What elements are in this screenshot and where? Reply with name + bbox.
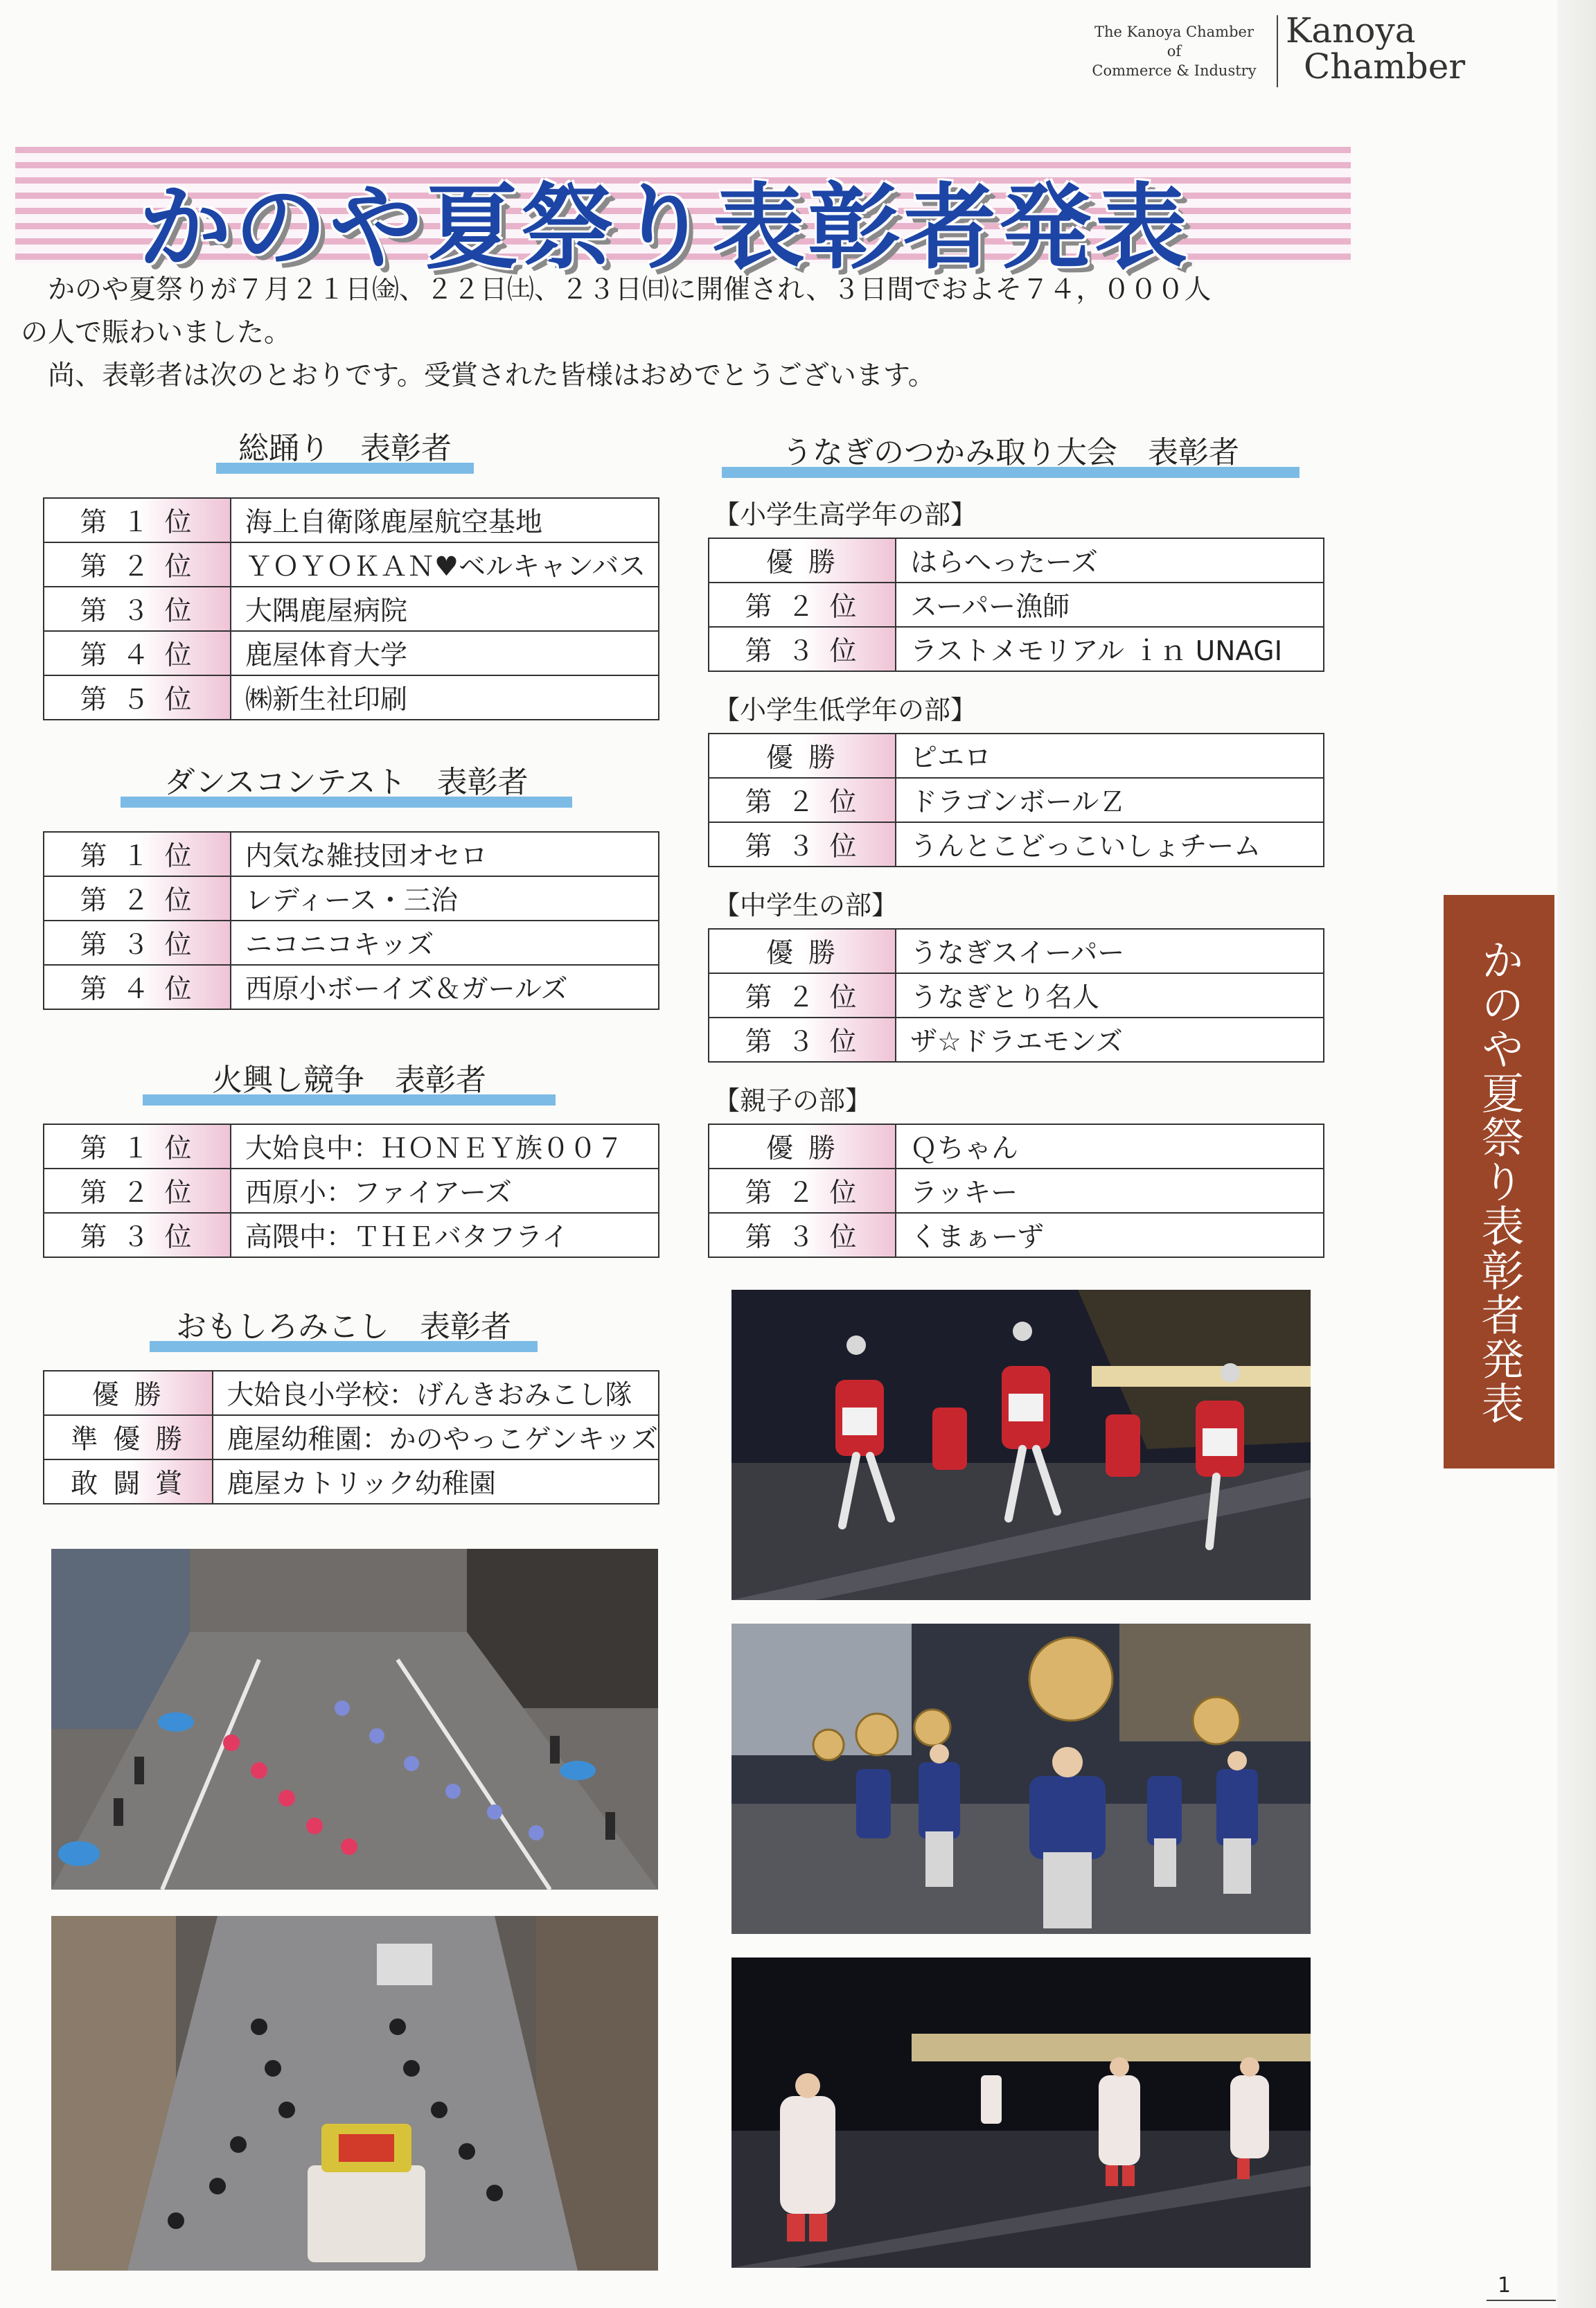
- mikoshi-table: [43, 1370, 659, 1504]
- rank-cell: 優勝: [709, 734, 896, 778]
- name-cell: 鹿屋幼稚園：かのやっこゲンキッズ: [213, 1415, 659, 1459]
- page-number: 1: [1498, 2273, 1511, 2298]
- hiokoshi-heading: 火興し競争 表彰者: [143, 1061, 556, 1106]
- table-row: [44, 1124, 659, 1169]
- rank-cell: 第２位: [44, 542, 231, 587]
- dance-table: [43, 831, 659, 1010]
- name-cell: 大姶良中：ＨＯＮＥＹ族００７: [231, 1124, 659, 1169]
- table-row: [709, 1213, 1324, 1257]
- logo-line-1: The Kanoya Chamber: [1094, 24, 1254, 40]
- table-row: [709, 734, 1324, 778]
- rank-cell: 第１位: [44, 832, 231, 876]
- name-cell: 内気な雑技団オセロ: [231, 832, 659, 876]
- mikoshi-heading: おもしろみこし 表彰者: [150, 1308, 538, 1352]
- logo-big-line-2: Chamber: [1304, 46, 1466, 87]
- name-cell: レディース・三治: [231, 876, 659, 921]
- festival-photo-dancers-night: [732, 1290, 1311, 1600]
- unagi-group-label: 【親子の部】: [713, 1085, 872, 1116]
- rank-cell: 優勝: [709, 929, 896, 973]
- name-cell: はらへったーズ: [896, 538, 1324, 583]
- table-row: [709, 778, 1324, 822]
- unagi-group-label: 【中学生の部】: [713, 890, 898, 921]
- rank-cell: 第２位: [709, 1169, 896, 1213]
- name-cell: ピエロ: [896, 734, 1324, 778]
- dance-heading: ダンスコンテスト 表彰者: [121, 763, 572, 808]
- festival-photo-night-parade: [732, 1958, 1311, 2268]
- rank-cell: 優勝: [44, 1371, 213, 1415]
- intro-line-2: の人で賑わいました。: [21, 317, 292, 348]
- name-cell: ㈱新生社印刷: [231, 675, 659, 720]
- logo-line-2: of: [1167, 43, 1182, 60]
- table-row: [44, 542, 659, 587]
- rank-cell: 第３位: [709, 822, 896, 867]
- rank-cell: 第２位: [709, 778, 896, 822]
- logo-divider: [1277, 15, 1278, 87]
- page-number-rule: [1487, 2300, 1556, 2301]
- festival-photo-crowd-street: [51, 1549, 658, 1890]
- name-cell: 海上自衛隊鹿屋航空基地: [231, 498, 659, 542]
- unagi-heading: うなぎのつかみ取り大会 表彰者: [722, 434, 1300, 478]
- soodori-heading: 総踊り 表彰者: [216, 429, 474, 474]
- table-row: [44, 876, 659, 921]
- unagi-group-label: 【小学生低学年の部】: [713, 695, 977, 725]
- hiokoshi-table: [43, 1124, 659, 1258]
- name-cell: 大姶良小学校：げんきおみこし隊: [213, 1371, 659, 1415]
- unagi-table-junior-high: [708, 928, 1324, 1063]
- name-cell: ザ☆ドラエモンズ: [896, 1018, 1324, 1062]
- unagi-table-family: [708, 1124, 1324, 1258]
- intro-line-1: かのや夏祭りが７月２１日㈮、２２日㈯、２３日㈰に開催され、３日間でおよそ７４，０００人: [21, 274, 1212, 305]
- rank-cell: 第３位: [44, 921, 231, 965]
- table-row: [44, 587, 659, 631]
- table-row: [44, 1371, 659, 1415]
- rank-cell: 第４位: [44, 631, 231, 675]
- rank-cell: 第３位: [709, 627, 896, 671]
- chamber-logo-text: [1081, 21, 1268, 82]
- table-row: [44, 1415, 659, 1459]
- rank-cell: 第３位: [44, 1213, 231, 1257]
- table-row: [709, 538, 1324, 583]
- rank-cell: 第２位: [44, 876, 231, 921]
- rank-cell: 敢闘賞: [44, 1459, 213, 1504]
- name-cell: 西原小：ファイアーズ: [231, 1169, 659, 1213]
- page-title: かのや夏祭り表彰者発表: [139, 174, 1191, 282]
- rank-cell: 第３位: [709, 1213, 896, 1257]
- rank-cell: 第１位: [44, 498, 231, 542]
- name-cell: ニコニコキッズ: [231, 921, 659, 965]
- name-cell: 西原小ボーイズ＆ガールズ: [231, 965, 659, 1009]
- table-row: [709, 627, 1324, 671]
- table-row: [709, 583, 1324, 627]
- festival-photo-hat-dancers: [732, 1624, 1311, 1934]
- name-cell: うなぎスイーパー: [896, 929, 1324, 973]
- soodori-table: [43, 497, 659, 720]
- table-row: [44, 832, 659, 876]
- table-row: [44, 498, 659, 542]
- page-edge: [1557, 0, 1596, 2308]
- chamber-logo: [1286, 12, 1465, 85]
- intro-line-3: 尚、表彰者は次のとおりです。受賞された皆様はおめでとうございます。: [21, 360, 935, 391]
- rank-cell: 準優勝: [44, 1415, 213, 1459]
- rank-cell: 第２位: [709, 973, 896, 1018]
- name-cell: 大隅鹿屋病院: [231, 587, 659, 631]
- rank-cell: 第３位: [709, 1018, 896, 1062]
- rank-cell: 第２位: [709, 583, 896, 627]
- intro-text: [21, 269, 1351, 398]
- name-cell: ラストメモリアル ｉｎ UNAGI: [896, 627, 1324, 671]
- name-cell: 鹿屋カトリック幼稚園: [213, 1459, 659, 1504]
- name-cell: うんとこどっこいしょチーム: [896, 822, 1324, 867]
- table-row: [44, 675, 659, 720]
- side-title-tab: かのや夏祭り表彰者発表: [1444, 895, 1554, 1468]
- table-row: [709, 822, 1324, 867]
- rank-cell: 第４位: [44, 965, 231, 1009]
- rank-cell: 優勝: [709, 1124, 896, 1169]
- table-row: [709, 929, 1324, 973]
- rank-cell: 優勝: [709, 538, 896, 583]
- name-cell: Ｑちゃん: [896, 1124, 1324, 1169]
- table-row: [709, 973, 1324, 1018]
- logo-big-line-1: Kanoya: [1286, 10, 1416, 51]
- rank-cell: 第２位: [44, 1169, 231, 1213]
- table-row: [44, 1213, 659, 1257]
- name-cell: ドラゴンボールＺ: [896, 778, 1324, 822]
- name-cell: 高隈中：ＴＨＥバタフライ: [231, 1213, 659, 1257]
- table-row: [44, 631, 659, 675]
- rank-cell: 第５位: [44, 675, 231, 720]
- logo-line-3: Commerce & Industry: [1092, 62, 1257, 79]
- table-row: [44, 1459, 659, 1504]
- name-cell: くまぁーず: [896, 1213, 1324, 1257]
- table-row: [44, 921, 659, 965]
- festival-photo-mikoshi-parade: [51, 1916, 658, 2271]
- unagi-table-lower: [708, 733, 1324, 867]
- unagi-table-upper: [708, 538, 1324, 672]
- table-row: [709, 1124, 1324, 1169]
- unagi-group-label: 【小学生高学年の部】: [713, 499, 977, 530]
- table-row: [709, 1018, 1324, 1062]
- rank-cell: 第３位: [44, 587, 231, 631]
- name-cell: ＹＯＹＯＫＡＮ♥ベルキャンバス: [231, 542, 659, 587]
- name-cell: ラッキー: [896, 1169, 1324, 1213]
- table-row: [44, 965, 659, 1009]
- name-cell: うなぎとり名人: [896, 973, 1324, 1018]
- rank-cell: 第１位: [44, 1124, 231, 1169]
- table-row: [44, 1169, 659, 1213]
- table-row: [709, 1169, 1324, 1213]
- name-cell: 鹿屋体育大学: [231, 631, 659, 675]
- name-cell: スーパー漁師: [896, 583, 1324, 627]
